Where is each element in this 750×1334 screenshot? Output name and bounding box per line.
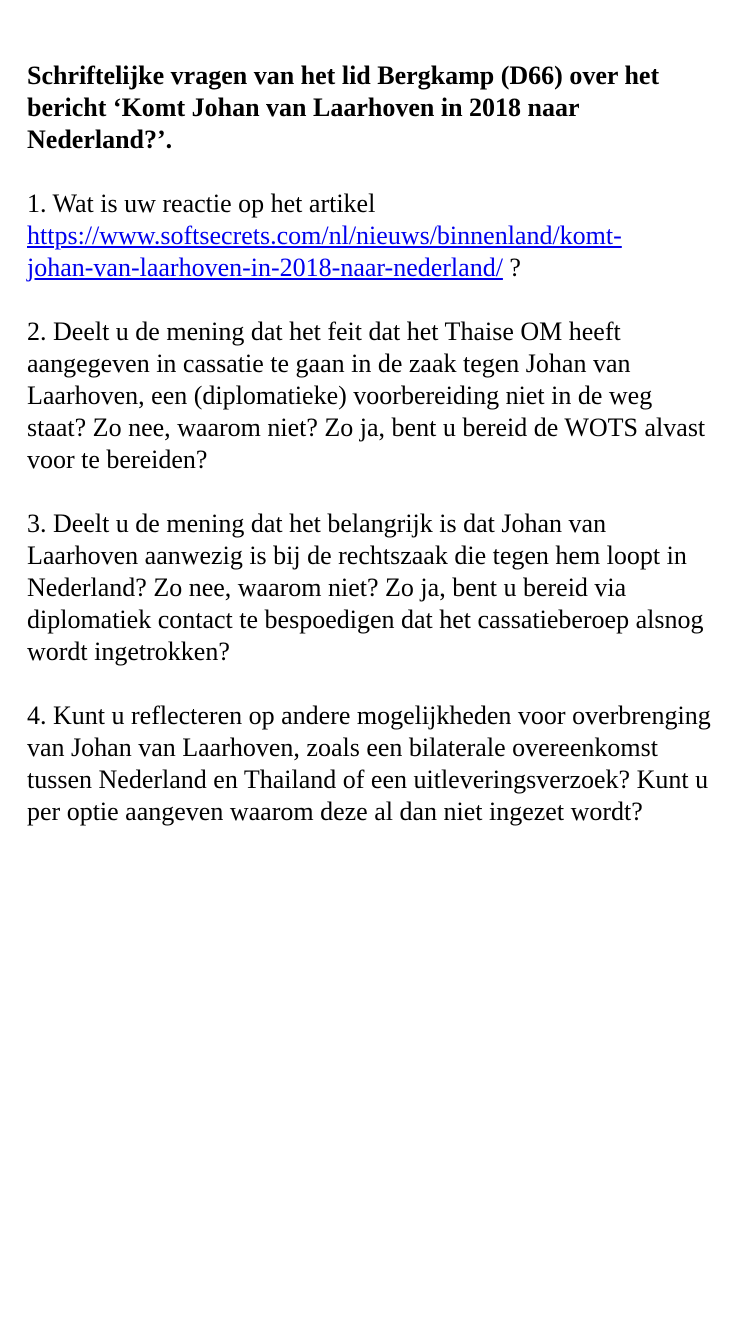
- question-4: 4. Kunt u reflecteren op andere mogelijkheden voor overbrenging van Johan van Laarhoven, zoals een bilaterale overeenkomst tussen Nederland en Thailand of een uitleveringsverzoek? Kunt u per optie aangeven waarom deze al dan niet ingezet wordt?: [27, 701, 711, 826]
- article-link-line-2[interactable]: johan-van-laarhoven-in-2018-naar-nederland/: [27, 253, 503, 282]
- question-1: [27, 188, 717, 284]
- question-1-end: ?: [509, 253, 521, 282]
- document: [27, 60, 717, 860]
- document-title: Schriftelijke vragen van het lid Bergkamp (D66) over het bericht ‘Komt Johan van Laarhoven in 2018 naar Nederland?’.: [27, 61, 660, 154]
- question-3: 3. Deelt u de mening dat het belangrijk is dat Johan van Laarhoven aanwezig is bij de rechtszaak die tegen hem loopt in Nederland? Zo nee, waarom niet? Zo ja, bent u bereid via diplomatiek contact te bespoedigen dat het cassatieberoep alsnog wordt ingetrokken?: [27, 509, 704, 666]
- question-1-text: 1. Wat is uw reactie op het artikel: [27, 189, 376, 218]
- article-link-line-1[interactable]: https://www.softsecrets.com/nl/nieuws/binnenland/komt-: [27, 221, 622, 250]
- question-2: 2. Deelt u de mening dat het feit dat het Thaise OM heeft aangegeven in cassatie te gaan in de zaak tegen Johan van Laarhoven, een (diplomatieke) voorbereiding niet in de weg staat? Zo nee, waarom niet? Zo ja, bent u bereid de WOTS alvast voor te bereiden?: [27, 317, 706, 474]
- article-link[interactable]: [27, 220, 717, 282]
